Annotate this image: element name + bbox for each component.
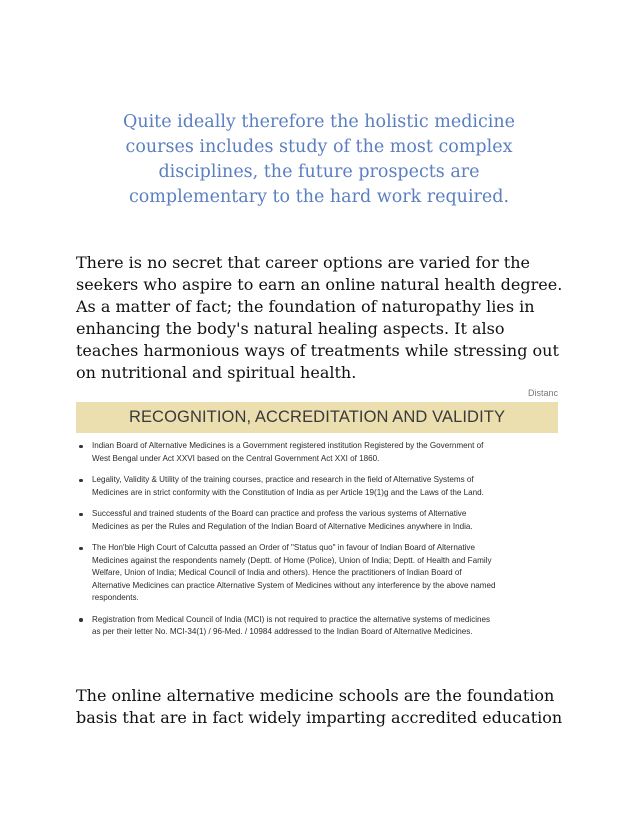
banner-title: RECOGNITION, ACCREDITATION AND VALIDITY [128, 408, 506, 426]
paragraph-line: The online alternative medicine schools are the foundation [76, 686, 555, 705]
bullet-dot-icon [79, 547, 83, 551]
pull-quote [100, 110, 538, 210]
list-item [76, 542, 558, 605]
list-item-line: Successful and trained students of the Board can practice and profess the various systems of Alternative [92, 509, 467, 518]
pull-quote-line: complementary to the hard work required. [128, 187, 510, 207]
paragraph-line: As a matter of fact; the foundation of naturopathy lies in [76, 297, 535, 316]
list-item [76, 474, 558, 499]
list-item-line: The Hon'ble High Court of Calcutta passed an Order of "Status quo" in favour of Indian Board of Alternative [92, 543, 475, 552]
embedded-crumb-text: Distanc [527, 388, 558, 398]
accreditation-list [76, 440, 558, 648]
paragraph-line: enhancing the body's natural healing aspects. It also [76, 319, 505, 338]
paragraph-line: seekers who aspire to earn an online natural health degree. [76, 275, 563, 294]
list-item-line: Legality, Validity & Utility of the training courses, practice and research in the field of Alternative Systems of [92, 475, 474, 484]
list-item-line: Welfare, Union of India; Medical Council of India and others). Hence the practitioners of Indian Board of [92, 568, 462, 577]
bullet-dot-icon [79, 618, 83, 622]
pull-quote-line: courses includes study of the most complex [125, 137, 513, 157]
list-item-line: Indian Board of Alternative Medicines is a Government registered institution Registered by the Government of [92, 441, 484, 450]
paragraph-line: on nutritional and spiritual health. [76, 363, 357, 382]
list-item-line: Medicines are in strict conformity with the Constitution of India as per Article 19(1)g and the Laws of the Land. [92, 487, 484, 497]
pull-quote-line: disciplines, the future prospects are [158, 162, 480, 182]
bullet-dot-icon [79, 479, 83, 483]
pull-quote-line: Quite ideally therefore the holistic medicine [122, 112, 516, 132]
list-item-line: West Bengal under Act XXVI based on the Central Government Act XXI of 1860. [92, 453, 380, 463]
bullet-dot-icon [79, 513, 83, 517]
list-item-line: Registration from Medical Council of India (MCI) is not required to practice the alternative systems of medicines [92, 614, 491, 624]
bullet-dot-icon [79, 445, 83, 449]
list-item [76, 508, 558, 533]
paragraph-line: teaches harmonious ways of treatments while stressing out [76, 341, 559, 360]
body-paragraph-1 [76, 252, 576, 384]
paragraph-line: basis that are in fact widely imparting accredited education [76, 708, 563, 727]
embedded-screenshot [76, 386, 558, 666]
list-item-line: respondents. [92, 593, 139, 602]
paragraph-line: There is no secret that career options are varied for the [76, 253, 530, 272]
list-item [76, 614, 558, 639]
body-paragraph-2 [76, 685, 576, 729]
section-banner [76, 402, 558, 433]
list-item [76, 440, 558, 465]
list-item-line: Medicines as per the Rules and Regulation of the Indian Board of Alternative Medicines anywhere in India. [92, 521, 473, 531]
list-item-line: as per their letter No. MCI-34(1) / 96-Med. / 10984 addressed to the Indian Board of Alternative Medicines. [92, 627, 473, 636]
list-item-line: Alternative Medicines can practice Alternative System of Medicines without any interference by the above named [92, 580, 496, 590]
list-item-line: Medicines against the respondents namely (Deptt. of Home (Police), Union of India; Deptt. of Health and Family [92, 555, 492, 565]
